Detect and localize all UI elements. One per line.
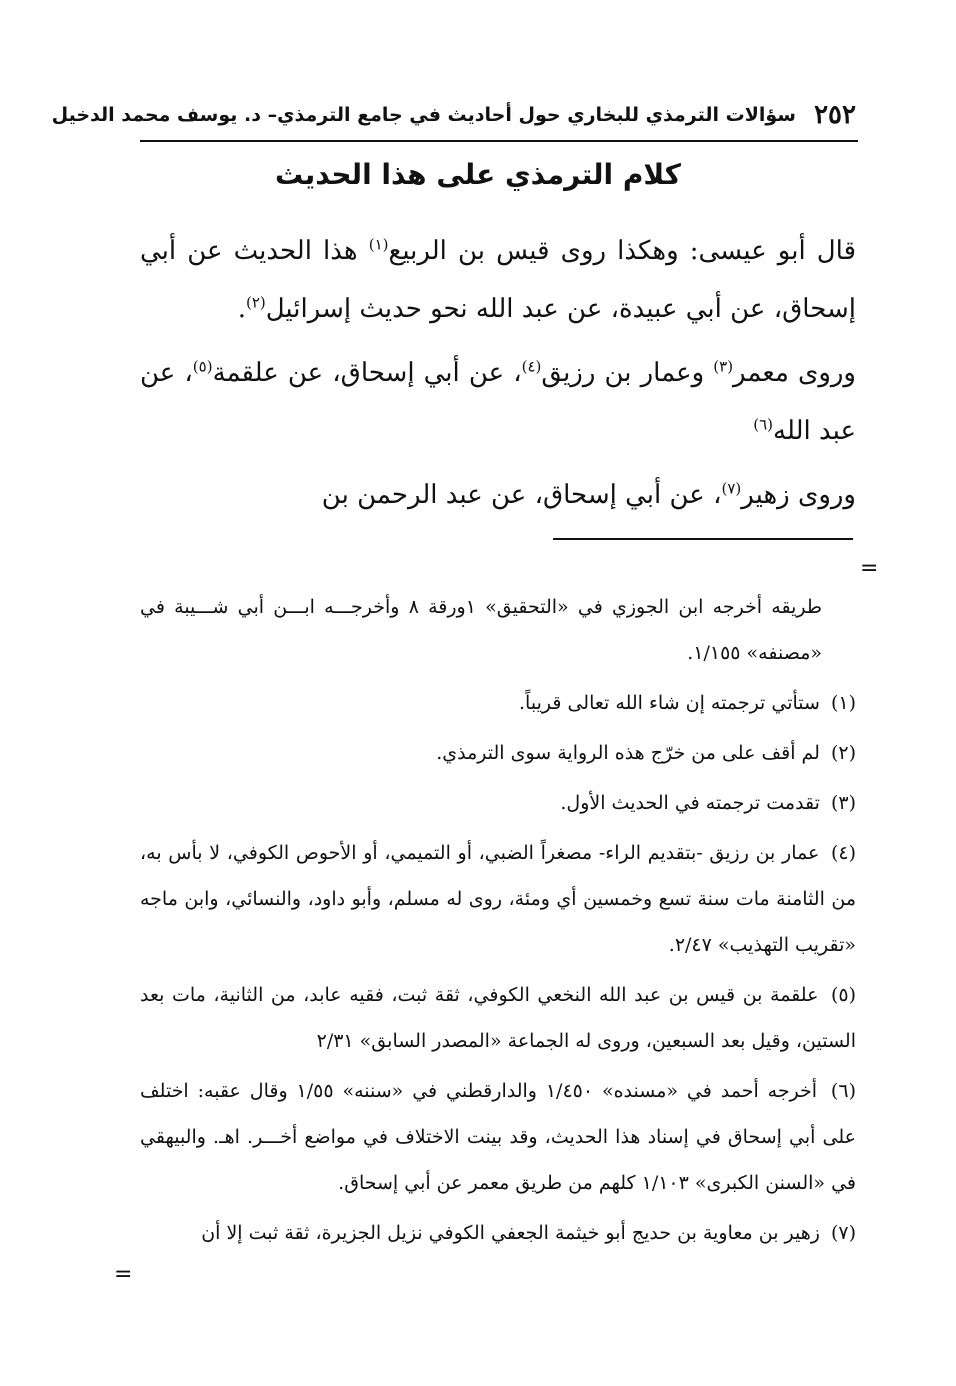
footnote-2 [140, 730, 856, 776]
text-run: ، عن أبي إسحاق، عن علقمة [212, 358, 522, 388]
footnote-text: ستأتي ترجمته إن شاء الله تعالى قريباً. [519, 692, 820, 714]
main-text [140, 222, 856, 524]
paragraph-3 [140, 466, 856, 524]
running-title: سؤالات الترمذي للبخاري حول أحاديث في جامع الترمذي– د. يوسف محمد الدخيل [51, 104, 796, 126]
footnote-number: (٥) [830, 984, 856, 1006]
text-run: وروى معمر [733, 358, 856, 388]
footnote-7 [140, 1210, 856, 1256]
text-run: وروى زهير [741, 480, 856, 510]
footnote-number: (٣) [830, 792, 856, 814]
text-run: . [237, 294, 246, 324]
footnote-ref: (٢) [245, 293, 266, 312]
footnote-continuation: طريقه أخرجه ابن الجوزي في «التحقيق» ١ورقة ٨ وأخرجـــه ابـــن أبي شـــيبة في «مصنفه» ١/١٥٥. [140, 596, 822, 664]
footnote-text: زهير بن معاوية بن حديج أبو خيثمة الجعفي الكوفي نزيل الجزيرة، ثقة ثبت إلا أن [201, 1222, 820, 1244]
footnote-number: (٤) [830, 842, 857, 864]
footnote-ref: (١) [368, 235, 389, 254]
footnote-number: (١) [830, 692, 856, 714]
section-title: كلام الترمذي على هذا الحديث [275, 158, 681, 191]
footnote-number: (٢) [830, 742, 856, 764]
text-run: هذا الحديث عن أبي إسحاق، عن أبي عبيدة، عن عبد الله نحو حديث إسرائيل [140, 236, 856, 324]
footnotes [140, 580, 856, 1256]
footnote-1 [140, 680, 856, 726]
footnote-ref: (٥) [192, 357, 213, 376]
footnote-5 [140, 972, 856, 1064]
footnote-3 [140, 780, 856, 826]
paragraph-2 [140, 344, 856, 460]
text-run: قال أبو عيسى: وهكذا روى قيس بن الربيع [388, 236, 857, 266]
footnote-separator [553, 538, 853, 540]
page-number: ٢٥٢ [814, 100, 856, 130]
continuation-mark: = [860, 556, 879, 581]
footnote-text: لم أقف على من خرّج هذه الرواية سوى الترمذي. [436, 742, 820, 764]
footnote-number: (٧) [830, 1222, 856, 1244]
footnote-text: عمار بن رزيق -بتقديم الراء- مصغراً الضبي، أو التميمي، أو الأحوص الكوفي، لا بأس به، من الثامنة مات سنة تسع وخمسين أي ومئة، روى له مسلم، وأبو داود، والنسائي، وابن ماجه «تقريب التهذيب» ٢/٤٧. [140, 842, 856, 956]
paragraph-1 [140, 222, 856, 338]
page-header [51, 100, 856, 134]
footnote-4 [140, 830, 856, 968]
text-run: وعمار بن رزيق [541, 358, 714, 388]
footnote-ref: (٧) [721, 479, 742, 498]
footnote-number: (٦) [830, 1080, 856, 1102]
footnote-text: تقدمت ترجمته في الحديث الأول. [560, 792, 820, 814]
footnote-text: أخرجه أحمد في «مسنده» ١/٤٥٠ والدارقطني في «سننه» ١/٥٥ وقال عقبه: اختلف على أبي إسحاق في إسناد هذا الحديث، وقد بينت الاختلاف في مواضع أخـــر. اهـ. والبيهقي في «السنن الكبرى» ١/١٠٣ كلهم من طريق معمر عن أبي إسحاق. [140, 1080, 856, 1194]
footnote-ref: (٤) [521, 357, 542, 376]
text-run: ، عن أبي إسحاق، عن عبد الرحمن بن [321, 480, 722, 510]
footnote-text: علقمة بن قيس بن عبد الله النخعي الكوفي، ثقة ثبت، فقيه عابد، من الثانية، مات بعد الستين، وقيل بعد السبعين، وروى له الجماعة «المصدر السابق» ٢/٣١ [140, 984, 856, 1052]
text-run: ، عن عبد الله [140, 358, 856, 446]
footnote-6 [140, 1068, 856, 1206]
continuation-mark: = [114, 1262, 133, 1287]
footnote-ref: (٦) [753, 415, 774, 434]
header-rule [140, 140, 858, 142]
footnote-ref: (٣) [713, 357, 734, 376]
